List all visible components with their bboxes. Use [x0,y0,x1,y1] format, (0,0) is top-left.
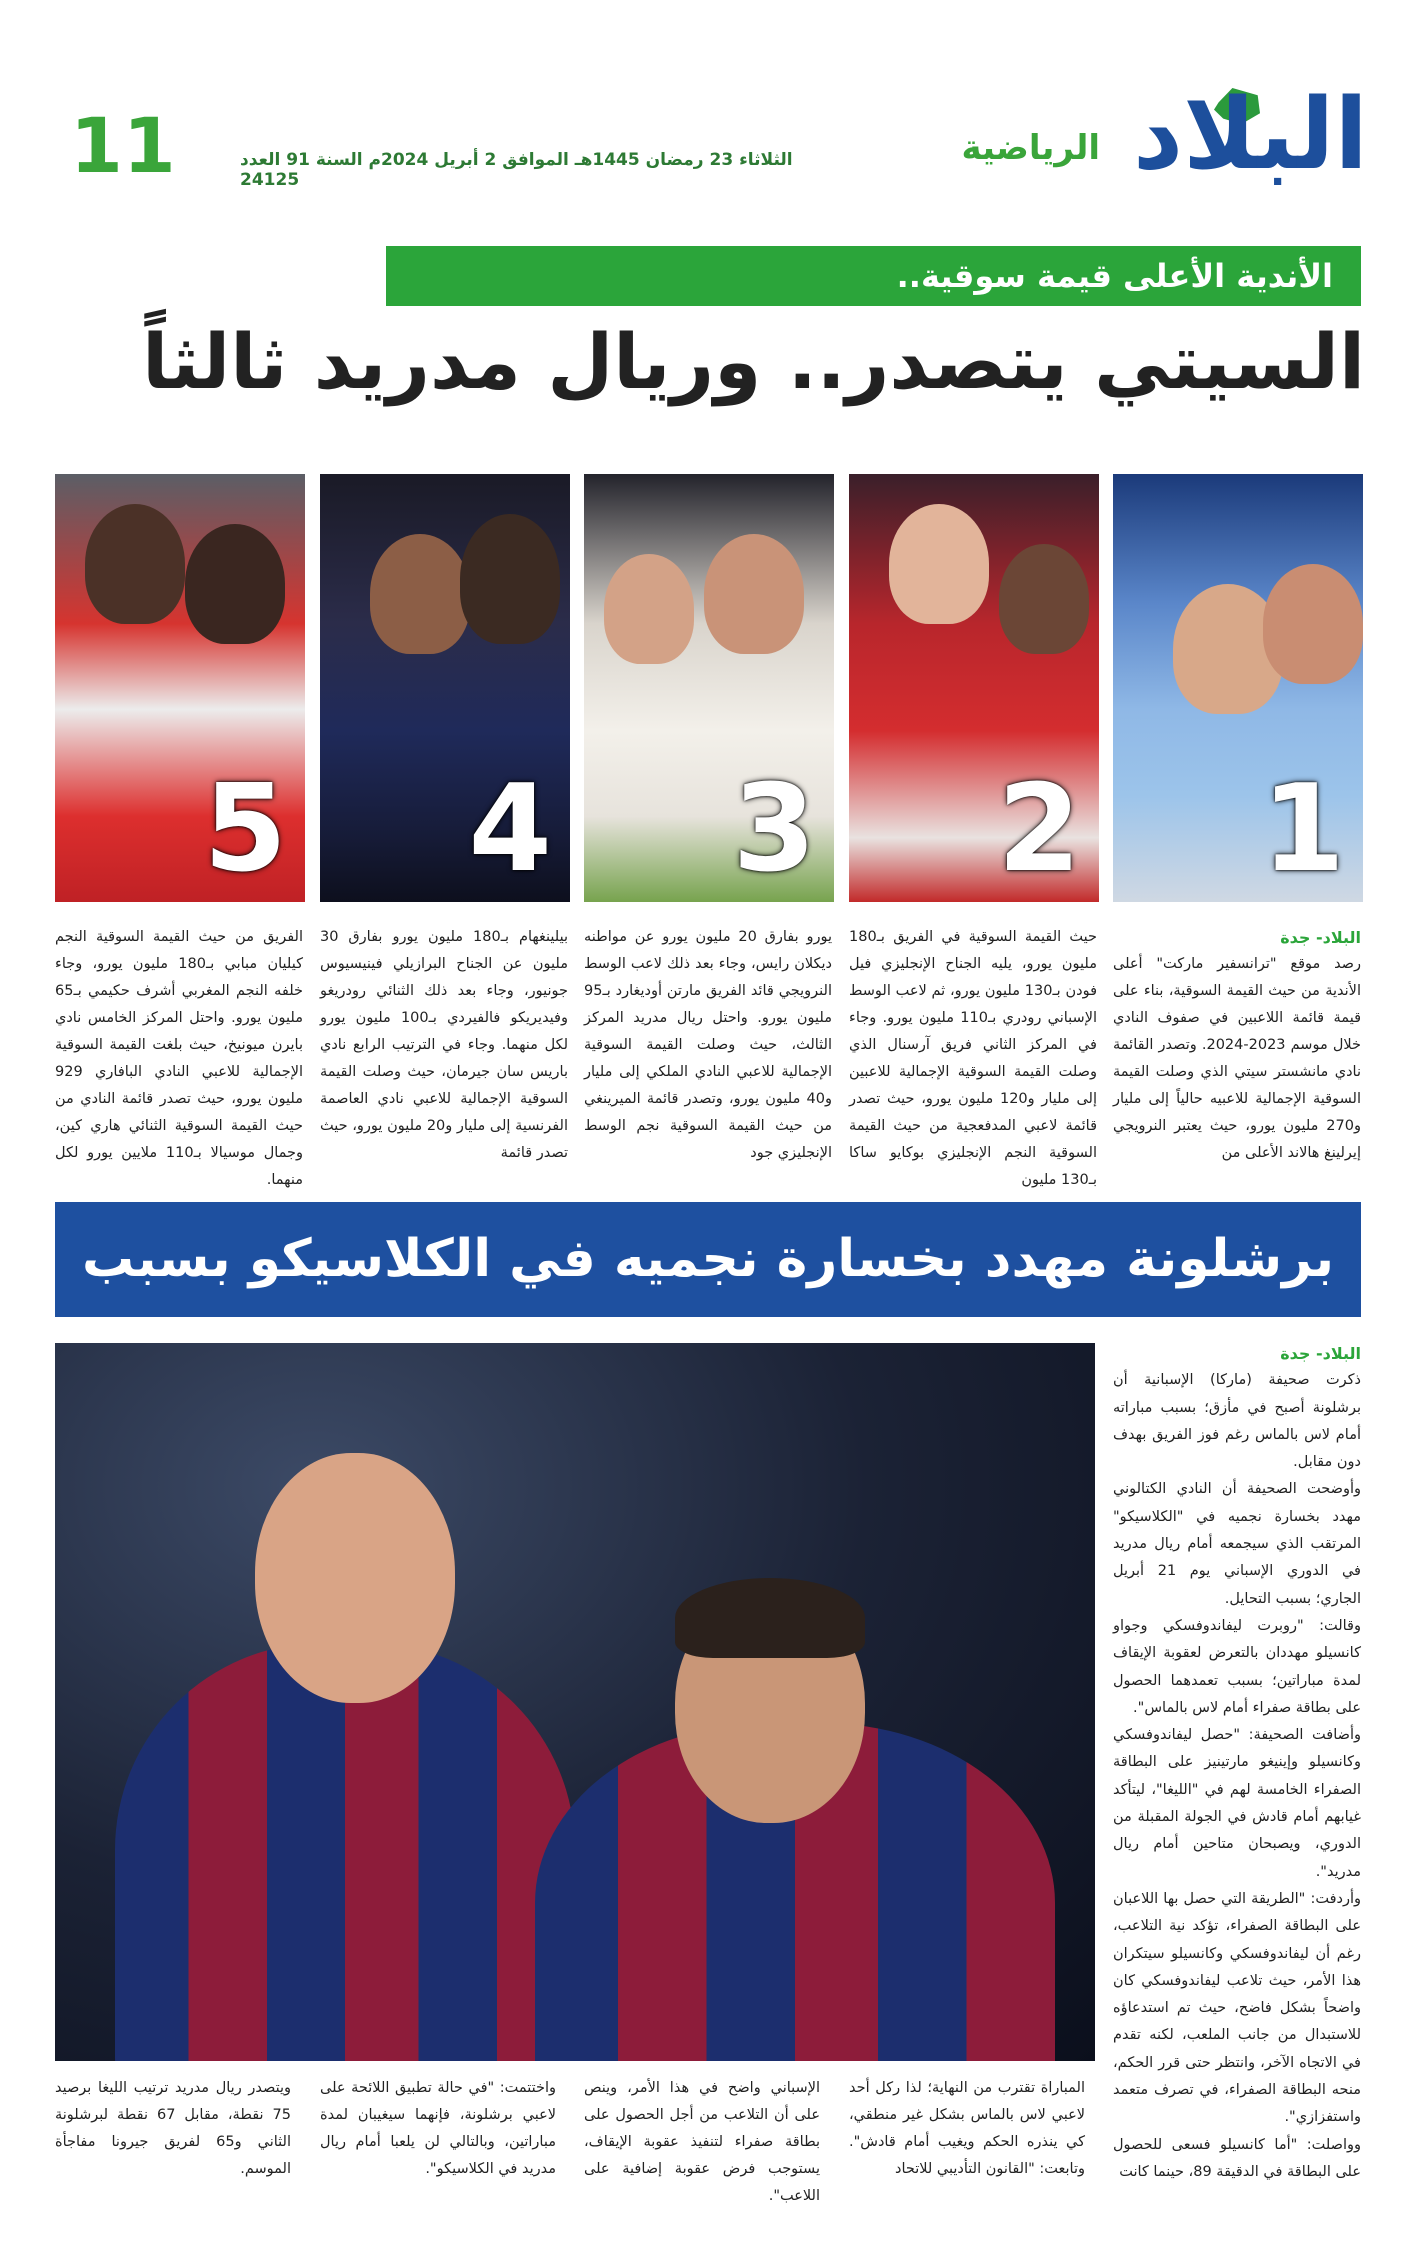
rank-number: 2 [997,760,1081,899]
player-figure [1263,564,1363,684]
article1-column-4 [320,924,568,1167]
article1-column-1 [1113,924,1361,1167]
paragraph: وأضافت الصحيفة: "حصل ليفاندوفسكي وكانسيلو وإينيغو مارتينيز على البطاقة الصفراء الخامسة لهم في "الليغا"، ليتأكد غيابهم أمام قادش في الجولة المقبلة من الدوري، ويصبحان متاحين أمام ريال مدريد". [1113,1727,1361,1880]
player-head [255,1453,455,1703]
column-text: رصد موقع "ترانسفير ماركت" أعلى الأندية من حيث القيمة السوقية، بناء على قيمة قائمة اللاعبين في صفوف النادي خلال موسم 2023-2024. وتصدر القائمة نادي مانشستر سيتي الذي وصلت القيمة السوقية الإجمالية للاعبيه حالياً إلى مليار و270 مليون يورو، حيث يعتبر النرويجي إيرلينغ هالاند الأعلى من [1113,956,1361,1161]
section-name: الرياضية [961,128,1100,168]
column-text: حيث القيمة السوقية في الفريق بـ180 مليون يورو، يليه الجناح الإنجليزي فيل فودن بـ130 مليون يورو، ثم لاعب الوسط الإسباني رودري بـ110 مليون يورو. وجاء في المركز الثاني فريق آرسنال الذي وصلت القيمة السوقية الإجمالية للاعبين إلى مليار و120 مليون يورو، حيث تصدر قائمة لاعبي المدفعجية من حيث القيمة السوقية النجم الإنجليزي بوكايو ساكا بـ130 مليون [849,929,1097,1188]
barcelona-players-photo [55,1343,1095,2061]
logo-text: البلاد [1132,78,1368,192]
dateline: الثلاثاء 23 رمضان 1445هـ الموافق 2 أبريل 2024م السنة 91 العدد 24125 [240,150,793,190]
article1-column-3 [584,924,832,1167]
rank-number: 1 [1261,760,1345,899]
kicker-text: الأندية الأعلى قيمة سوقية.. [896,257,1333,295]
main-headline: السيتي يتصدر.. وريال مدريد ثالثاً [142,317,1365,406]
article2-bottom-column-2 [584,2075,820,2210]
article2-headline: برشلونة مهدد بخسارة نجميه في الكلاسيكو بسبب [81,1229,1335,1289]
player-figure [85,504,185,624]
article2-bottom-column-3 [320,2075,556,2183]
paragraph: وواصلت: "أما كانسيلو فسعى للحصول على البطاقة في الدقيقة 89، حينما كانت [1113,2136,1361,2180]
player-figure [604,554,694,664]
newspaper-logo [1118,78,1368,198]
byline: البلاد- جدة [1280,928,1361,947]
photo-rank-1 [1113,474,1363,902]
paragraph: ذكرت صحيفة (ماركا) الإسبانية أن برشلونة أصبح في مأزق؛ بسبب مباراته أمام لاس بالماس رغم فوز الفريق بهدف دون مقابل. [1113,1372,1361,1471]
photo-rank-5 [55,474,305,902]
paragraph: وقالت: "روبرت ليفاندوفسكي وجواو كانسيلو مهددان بالتعرض لعقوبة الإيقاف لمدة مباراتين؛ بسبب تعمدهما الحصول على بطاقة صفراء أمام لاس بالماس". [1113,1617,1361,1716]
column-text: الفريق من حيث القيمة السوقية النجم كيليان مبابي بـ180 مليون يورو، وجاء خلفه النجم المغربي أشرف حكيمي بـ65 مليون يورو. واحتل المركز الخامس نادي بايرن ميونيخ، حيث بلغت القيمة السوقية الإجمالية للاعبي النادي البافاري 929 مليون يورو، حيث تصدر قائمة النادي من حيث القيمة السوقية الثنائي هاري كين، وجمال موسيالا بـ110 ملايين يورو لكل منهما. [55,929,303,1188]
article1-column-2 [849,924,1097,1194]
player-hair [675,1578,865,1658]
paragraph: وأوضحت الصحيفة أن النادي الكتالوني مهدد بخسارة نجميه في "الكلاسيكو" المرتقب الذي سيجمعه أمام ريال مدريد في الدوري الإسباني يوم 21 أبريل الجاري؛ بسبب التحايل. [1113,1481,1361,1607]
article2-headline-bar [55,1202,1361,1317]
paragraph: المباراة تقترب من النهاية؛ لذا ركل أحد لاعبي لاس بالماس بشكل غير منطقي، كي ينذره الحكم ويغيب أمام قادش". وتابعت: "القانون التأديبي للاتحاد [849,2080,1085,2177]
article2-bottom-column-1 [849,2075,1085,2183]
page-number: 11 [70,101,176,190]
rank-number: 4 [468,760,552,899]
rank-number: 5 [203,760,287,899]
paragraph: ويتصدر ريال مدريد ترتيب الليغا برصيد 75 نقطة، مقابل 67 نقطة لبرشلونة الثاني و65 لفريق جيرونا مفاجأة الموسم. [55,2080,291,2177]
photo-rank-2 [849,474,1099,902]
photo-rank-3 [584,474,834,902]
player-figure [460,514,560,644]
paragraph: الإسباني واضح في هذا الأمر، وينص على أن التلاعب من أجل الحصول على بطاقة صفراء لتنفيذ عقوبة الإيقاف، يستوجب فرض عقوبة إضافية على اللاعب". [584,2080,820,2204]
paragraph: واختتمت: "في حالة تطبيق اللائحة على لاعبي برشلونة، فإنهما سيغيبان لمدة مباراتين، وبالتالي لن يلعبا أمام ريال مدريد في الكلاسيكو". [320,2080,556,2177]
byline: البلاد- جدة [1280,1344,1361,1363]
article2-right-column [1113,1340,1361,2186]
player-shirt [115,1643,575,2061]
player-figure [999,544,1089,654]
article2-bottom-column-4 [55,2075,291,2183]
column-text: بيلينغهام بـ180 مليون يورو بفارق 30 مليون عن الجناح البرازيلي فينيسيوس جونيور، وجاء بعد ذلك الثنائي رودريغو وفيديريكو فالفيردي بـ100 مليون يورو لكل منهما. وجاء في الترتيب الرابع نادي باريس سان جيرمان، حيث وصلت القيمة السوقية الإجمالية للاعبي نادي العاصمة الفرنسية إلى مليار و20 مليون يورو، حيث تصدر قائمة [320,929,568,1161]
player-figure [185,524,285,644]
column-text: يورو بفارق 20 مليون يورو عن مواطنه ديكلان رايس، وجاء بعد ذلك لاعب الوسط النرويجي قائد الفريق مارتن أوديغارد بـ95 مليون يورو. واحتل ريال مدريد المركز الثالث، حيث وصلت القيمة السوقية الإجمالية للاعبي النادي الملكي إلى مليار و40 مليون يورو، وتصدر قائمة الميرينغي من حيث القيمة السوقية نجم الوسط الإنجليزي جود [584,929,832,1161]
photo-rank-4 [320,474,570,902]
paragraph: وأردفت: "الطريقة التي حصل بها اللاعبان على البطاقة الصفراء، تؤكد نية التلاعب، رغم أن ليفاندوفسكي وكانسيلو سيتكران هذا الأمر، حيث تلاعب ليفاندوفسكي كان واضحاً بشكل فاضح، حيث تم استدعاؤه للاستبدال من جانب الملعب، لكنه تقدم في الاتجاه الآخر، وانتظر حتى قرر الحكم، منحه البطاقة الصفراء، في تصرف متعمد واستفزازي". [1113,1890,1361,2126]
rank-number: 3 [732,760,816,899]
article1-column-5 [55,924,303,1194]
player-figure [370,534,470,654]
player-figure [704,534,804,654]
kicker-bar [386,246,1361,306]
player-figure [889,504,989,624]
